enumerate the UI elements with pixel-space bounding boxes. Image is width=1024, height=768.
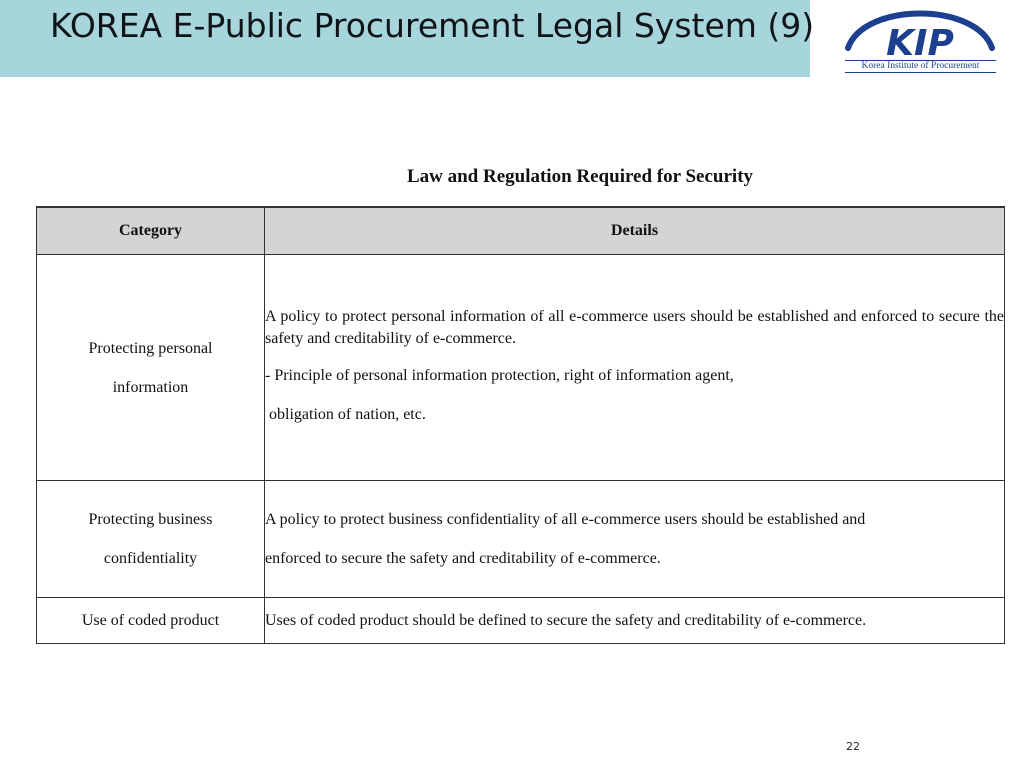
details-text: Uses of coded product should be defined to secure the safety and creditability of e-commerce. (265, 611, 867, 629)
category-cell (37, 598, 265, 644)
details-text: - Principle of personal information protection, right of information agent, (265, 366, 734, 384)
column-header-category: Category (37, 207, 265, 255)
table-row (37, 598, 1005, 644)
details-cell (265, 481, 1005, 598)
category-cell (37, 481, 265, 598)
details-text: A policy to protect personal information of all e-commerce users should be established and enforced to secure the safety and creditability of e-commerce. (265, 307, 1004, 347)
table-title: Law and Regulation Required for Security (406, 166, 754, 187)
page-number: 22 (846, 740, 860, 753)
details-text: enforced to secure the safety and creditability of e-commerce. (265, 550, 661, 567)
details-text: A policy to protect business confidentiality of all e-commerce users should be established and (265, 511, 866, 528)
slide-title: KOREA E-Public Procurement Legal System (9) (50, 6, 815, 45)
column-header-details: Details (265, 207, 1005, 255)
table-header-row (37, 207, 1005, 255)
table-row (37, 255, 1005, 481)
category-line: information (112, 378, 189, 396)
category-line: Protecting personal (88, 339, 213, 357)
category-line: Use of coded product (81, 612, 220, 629)
logo-text: KIP (886, 23, 954, 64)
details-cell (265, 255, 1005, 481)
category-cell (37, 255, 265, 481)
title-bar (0, 0, 815, 77)
details-cell (265, 598, 1005, 644)
details-text: obligation of nation, etc. (265, 405, 426, 423)
table-row (37, 481, 1005, 598)
logo-caption: Korea Institute of Procurement (845, 60, 996, 73)
category-line: Protecting business (88, 511, 213, 528)
regulation-table (36, 206, 1005, 644)
category-line: confidentiality (103, 550, 198, 567)
